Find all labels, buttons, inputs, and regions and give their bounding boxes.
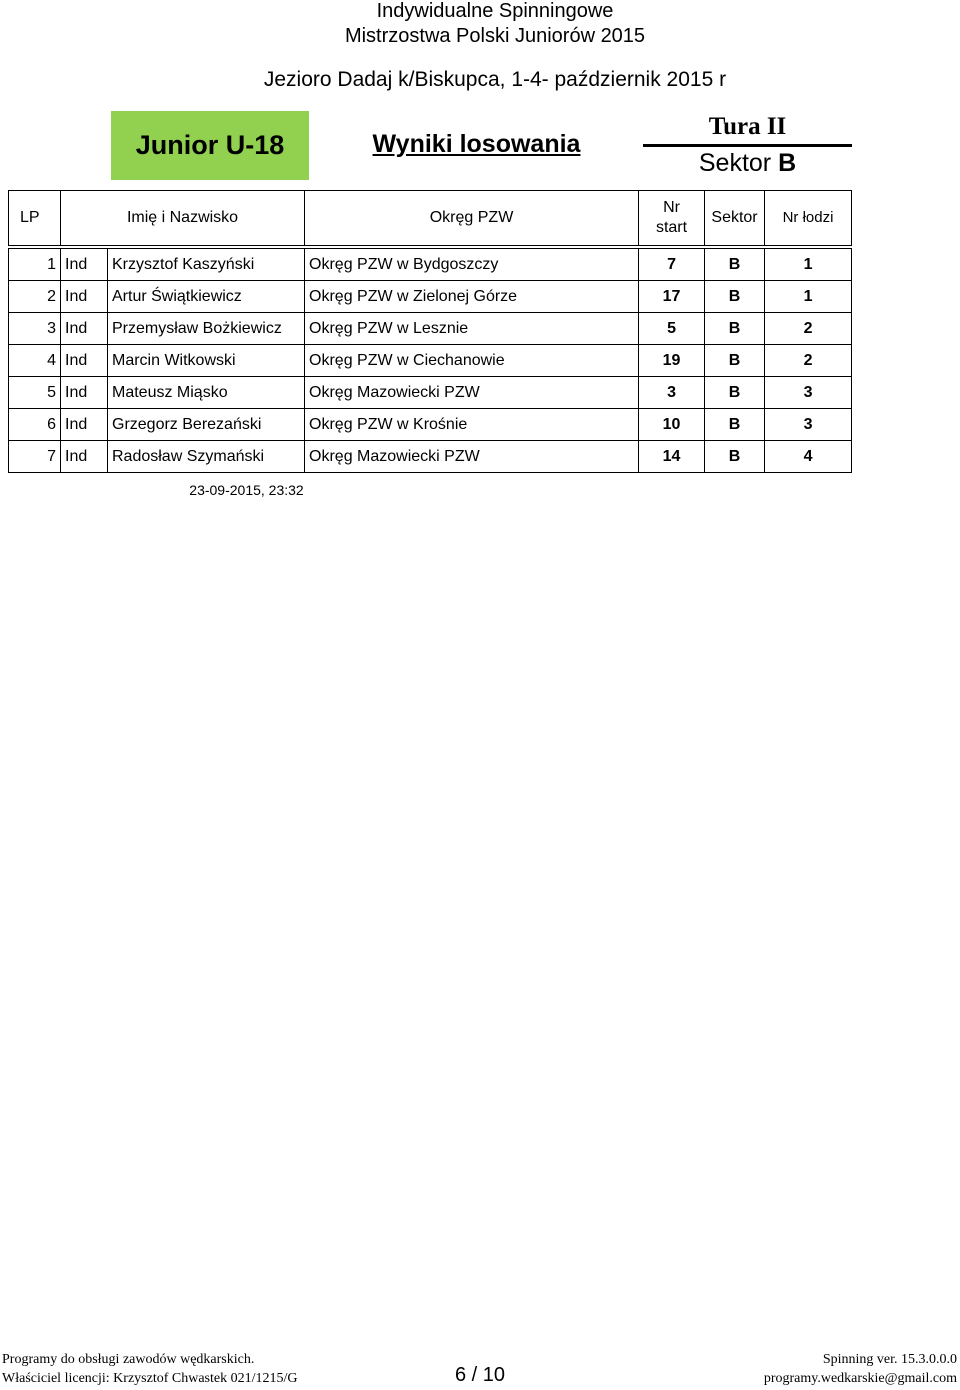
footer-email: programy.wedkarskie@gmail.com: [763, 1371, 957, 1386]
row-type: Ind: [61, 281, 108, 313]
sector-heading-label: Sektor: [698, 149, 772, 177]
generated-timestamp: 23-09-2015, 23:32: [189, 482, 304, 498]
sector-heading: [643, 149, 852, 178]
row-sektor: B: [705, 313, 765, 345]
table-row: [9, 409, 852, 441]
row-nr-lodzi: 4: [765, 441, 852, 473]
table-row: [9, 345, 852, 377]
row-nr-lodzi: 1: [765, 249, 852, 281]
table-row: [9, 313, 852, 345]
row-nr-start: 5: [639, 313, 705, 345]
row-okreg: Okręg PZW w Bydgoszczy: [305, 249, 639, 281]
footer-license: Właściciel licencji: Krzysztof Chwastek 021/1215/G: [2, 1371, 298, 1386]
results-table: [8, 190, 852, 473]
col-header-okreg: Okręg PZW: [305, 191, 639, 246]
table-row: [9, 441, 852, 473]
row-sektor: B: [705, 441, 765, 473]
row-sektor: B: [705, 409, 765, 441]
row-nr-start: 14: [639, 441, 705, 473]
sector-heading-value: B: [778, 149, 797, 177]
row-lp: 4: [9, 345, 61, 377]
row-name: Radosław Szymański: [108, 441, 305, 473]
row-name: Artur Świątkiewicz: [108, 281, 305, 313]
row-okreg: Okręg Mazowiecki PZW: [305, 441, 639, 473]
row-sektor: B: [705, 249, 765, 281]
col-header-sektor: Sektor: [705, 191, 765, 246]
row-nr-start: 19: [639, 345, 705, 377]
results-body: [9, 249, 852, 473]
table-row: [9, 281, 852, 313]
row-nr-lodzi: 1: [765, 281, 852, 313]
row-nr-start: 3: [639, 377, 705, 409]
category-label: Junior U-18: [135, 130, 285, 160]
row-type: Ind: [61, 345, 108, 377]
row-okreg: Okręg PZW w Ciechanowie: [305, 345, 639, 377]
table-row: [9, 249, 852, 281]
row-name: Mateusz Miąsko: [108, 377, 305, 409]
table-header-row: [9, 191, 852, 246]
table-row: [9, 377, 852, 409]
footer-program-info: Programy do obsługi zawodów wędkarskich.: [2, 1352, 255, 1367]
row-okreg: Okręg Mazowiecki PZW: [305, 377, 639, 409]
row-name: Grzegorz Berezański: [108, 409, 305, 441]
row-lp: 5: [9, 377, 61, 409]
page-heading: Wyniki losowania: [372, 130, 581, 158]
row-lp: 1: [9, 249, 61, 281]
col-header-nr-start: [639, 191, 705, 246]
row-type: Ind: [61, 377, 108, 409]
row-type: Ind: [61, 409, 108, 441]
row-name: Marcin Witkowski: [108, 345, 305, 377]
row-nr-start: 17: [639, 281, 705, 313]
row-okreg: Okręg PZW w Zielonej Górze: [305, 281, 639, 313]
row-nr-lodzi: 3: [765, 409, 852, 441]
row-nr-lodzi: 2: [765, 345, 852, 377]
col-header-nr-start-line1: Nr: [663, 199, 680, 216]
row-sektor: B: [705, 345, 765, 377]
row-type: Ind: [61, 249, 108, 281]
row-type: Ind: [61, 313, 108, 345]
col-header-nr-lodzi: Nr łodzi: [765, 191, 852, 246]
footer-version: Spinning ver. 15.3.0.0.0: [822, 1352, 957, 1367]
row-lp: 3: [9, 313, 61, 345]
row-nr-start: 7: [639, 249, 705, 281]
row-lp: 2: [9, 281, 61, 313]
row-name: Krzysztof Kaszyński: [108, 249, 305, 281]
row-sektor: B: [705, 281, 765, 313]
event-title: Indywidualne Spinningowe: [376, 0, 614, 22]
row-lp: 7: [9, 441, 61, 473]
row-lp: 6: [9, 409, 61, 441]
page-number: 6 / 10: [454, 1364, 506, 1386]
category-badge: [111, 111, 309, 180]
row-sektor: B: [705, 377, 765, 409]
row-okreg: Okręg PZW w Lesznie: [305, 313, 639, 345]
event-location: Jezioro Dadaj k/Biskupca, 1-4- październik 2015 r: [263, 68, 727, 91]
round-label: Tura II: [708, 113, 787, 140]
row-name: Przemysław Bożkiewicz: [108, 313, 305, 345]
col-header-lp: LP: [9, 191, 61, 246]
col-header-name: Imię i Nazwisko: [61, 191, 305, 246]
row-nr-lodzi: 3: [765, 377, 852, 409]
round-underline: [643, 144, 852, 147]
row-nr-start: 10: [639, 409, 705, 441]
row-okreg: Okręg PZW w Krośnie: [305, 409, 639, 441]
row-nr-lodzi: 2: [765, 313, 852, 345]
col-header-nr-start-line2: start: [655, 219, 688, 236]
row-type: Ind: [61, 441, 108, 473]
event-subtitle: Mistrzostwa Polski Juniorów 2015: [344, 25, 646, 47]
